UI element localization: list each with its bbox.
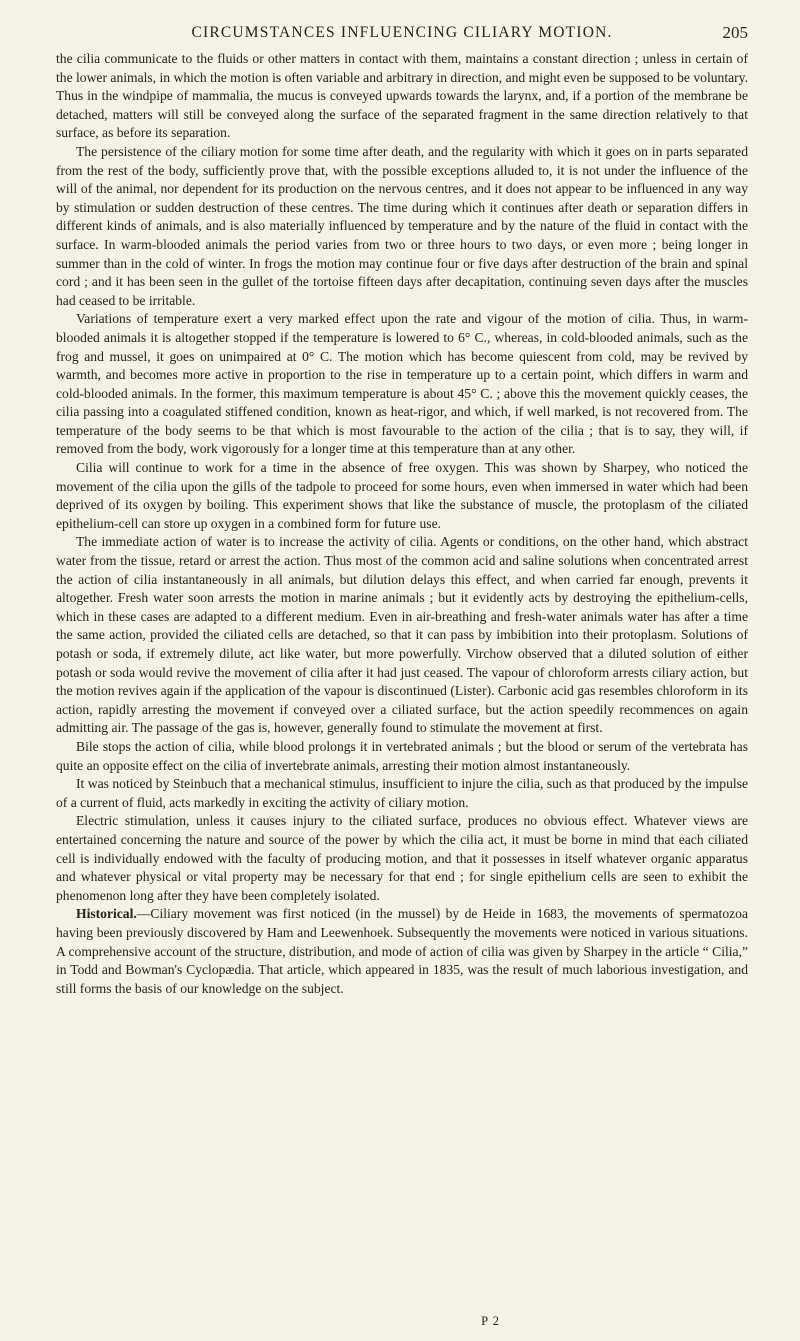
signature-mark: P 2 — [481, 1314, 500, 1328]
paragraph-temperature: Variations of temperature exert a very marked effect upon the rate and vigour of the motion of cilia. Thus, in warm-blooded animals it is altogether stopped if the temperature is lowered to 6° C., whereas, in cold-blooded animals, such as the frog and mussel, it goes on unimpaired at 0° C. The motion which has become quiescent from cold, may be revived by warmth, and becomes more active in proportion to the rise in temperature up to a certain point, which differs in warm and cold-blooded animals. In the former, this maximum temperature is about 45° C. ; above this the movement quickly ceases, the cilia passing into a coagulated stiffened condition, known as heat-rigor, and which, if well marked, is not recovered from. The temperature of the body seems to be that which is most favourable to the action of the cilia ; that is to say, they will, if removed from the body, work vigorously for a longer time at this temperature than at any other. — [56, 311, 748, 457]
paragraph-bile: Bile stops the action of cilia, while blood prolongs it in vertebrated animals ; but the blood or serum of the vertebrata has quite an opposite effect on the cilia of invertebrate animals, arresting their motion almost instantaneously. — [56, 738, 748, 773]
paragraph-mechanical-stimulus: It was noticed by Steinbuch that a mechanical stimulus, insufficient to injure the cilia, such as that produced by the impulse of a current of fluid, acts markedly in exciting the activity of ciliary motion. — [56, 776, 748, 810]
running-head-title: CIRCUMSTANCES INFLUENCING CILIARY MOTION. — [191, 24, 613, 41]
paragraph-water-action: The immediate action of water is to increase the activity of cilia. Agents or conditions, on the other hand, which abstract water from the tissue, retard or arrest the action. Thus most of the common acid and saline solutions when concentrated arrest the action of cilia instantaneously in all animals, but dilution delays this effect, and when carried far enough, prevents it altogether. Fresh water soon arrests the motion in marine animals ; but it evidently acts by destroying the epithelium-cells, which in these cases are adapted to a different medium. Even in air-breathing and fresh-water animals water has after a time the same action, provided the ciliated cells are detached, so that it can pass by imbibition into their protoplasm. Solutions of potash or soda, if extremely dilute, act like water, but more powerfully. Virchow observed that a diluted solution of either potash or soda would revive the movement of cilia after it had just ceased. The vapour of chloroform arrests ciliary action, but the motion revives again if the application of the vapour is discontinued (Lister). Carbonic acid gas resembles chloroform in its action, rapidly arresting the movement if conveyed over a ciliated surface, but the action speedily recommences on again admitting air. The passage of the gas is, however, generally found to stimulate the movement at first. — [56, 534, 748, 736]
paragraph-historical — [56, 905, 748, 998]
historical-heading: Historical. — [76, 906, 137, 922]
running-head — [56, 20, 748, 46]
historical-text: —Ciliary movement was first noticed (in the mussel) by de Heide in 1683, the movements of spermatozoa having been previously discovered by Ham and Leewenhoek. Subsequently the movements were noticed in various situations. A comprehensive account of the structure, distribution, and mode of action of cilia was given by Sharpey in the article “ Cilia,” in Todd and Bowman's Cyclopædia. That article, which appeared in 1835, was the result of much laborious investigation, and still forms the basis of our knowledge on the subject. — [56, 906, 748, 996]
paragraph-oxygen: Cilia will continue to work for a time in the absence of free oxygen. This was shown by Sharpey, who noticed the movement of the cilia upon the gills of the tadpole to proceed for some hours, even when immersed in water which had been deprived of its oxygen by boiling. This experiment shows that like the substance of muscle, the protoplasm of the ciliated epithelium-cell can store up oxygen in a combined form for future use. — [56, 460, 748, 531]
paragraph-electric-stimulation: Electric stimulation, unless it causes injury to the ciliated surface, produces no obvious effect. Whatever views are entertained concerning the nature and source of the power by which the cilia act, it must be borne in mind that each ciliated cell is individually endowed with the faculty of producing motion, and that it possesses in itself whatever organic apparatus and whatever physical or vital property may be necessary for that end ; for single epithelium cells are seen to exhibit the phenomenon long after they have been completely isolated. — [56, 813, 748, 903]
paragraph-ciliary-direction: the cilia communicate to the fluids or other matters in contact with them, maintains a constant direction ; unless in certain of the lower animals, in which the motion is often variable and arbitrary in direction, and might even be supposed to be voluntary. Thus in the windpipe of mammalia, the mucus is conveyed upwards towards the larynx, and, if a portion of the membrane be detached, matters will still be conveyed along the surface of the separated fragment in the same direction relatively to that surface, as before its separation. — [56, 51, 748, 141]
paragraph-persistence: The persistence of the ciliary motion for some time after death, and the regularity with which it goes on in parts separated from the rest of the body, sufficiently prove that, with the possible exceptions alluded to, it is not under the influence of the will of the animal, nor dependent for its production on the nervous centres, and it does not appear to be influenced in any way by stimulation or sudden destruction of these centres. The time during which it continues after death or separation differs in different kinds of animals, and is also materially influenced by temperature and by the nature of the fluid in contact with the surface. In warm-blooded animals the period varies from two or three hours to two days, or even more ; being longer in summer than in the cold of winter. In frogs the motion may continue four or five days after destruction of the brain and spinal cord ; and it has been seen in the gullet of the tortoise fifteen days after decapitation, continuing seven days after the muscles had ceased to be irritable. — [56, 143, 748, 308]
page-number: 205 — [722, 23, 748, 42]
body-text — [56, 50, 748, 998]
